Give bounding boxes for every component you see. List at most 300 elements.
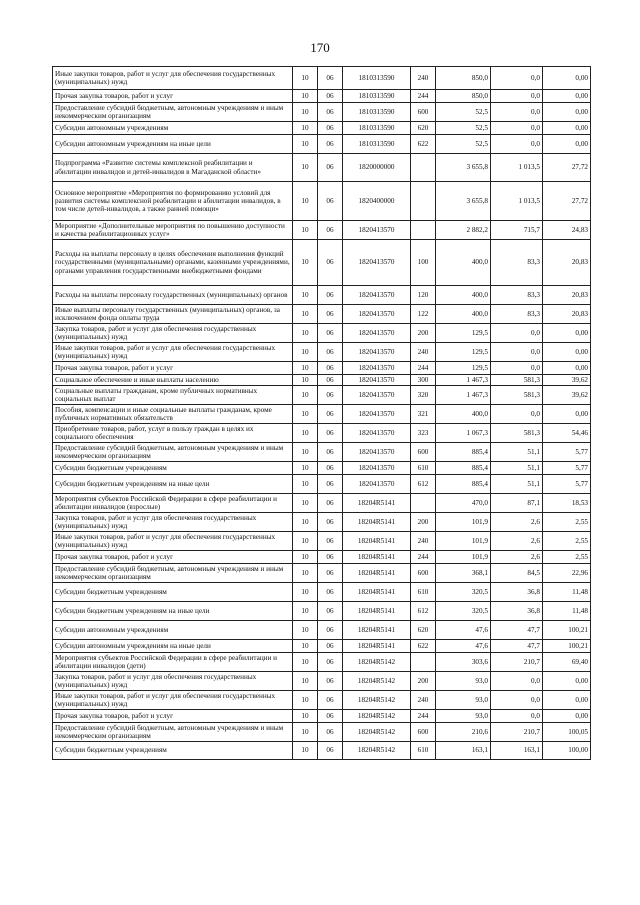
cell-name: Приобретение товаров, работ, услуг в пользу граждан в целях их социального обеспечения bbox=[53, 424, 293, 443]
cell-fact: 2,6 bbox=[491, 532, 543, 551]
cell-plan: 303,6 bbox=[436, 653, 491, 672]
cell-vr: 200 bbox=[411, 324, 436, 343]
cell-pct: 5,77 bbox=[543, 475, 591, 494]
cell-name: Субсидии бюджетным учреждениям bbox=[53, 583, 293, 602]
cell-pr: 06 bbox=[318, 424, 343, 443]
cell-name: Иные закупки товаров, работ и услуг для обеспечения государственных (муниципальных) нужд bbox=[53, 343, 293, 362]
cell-fact: 51,1 bbox=[491, 475, 543, 494]
cell-csr: 1810313590 bbox=[343, 122, 411, 135]
cell-name: Субсидии бюджетным учреждениям bbox=[53, 462, 293, 475]
table-row bbox=[53, 240, 591, 286]
cell-name: Иные закупки товаров, работ и услуг для обеспечения государственных (муниципальных) нужд bbox=[53, 532, 293, 551]
cell-name: Расходы на выплаты персоналу в целях обеспечения выполнения функций государственными (муниципальными) органами, казенными учреждениями, органами управления государственными внебюджетными фондами bbox=[53, 240, 293, 286]
cell-plan: 400,0 bbox=[436, 240, 491, 286]
cell-pct: 2,55 bbox=[543, 532, 591, 551]
cell-vr: 620 bbox=[411, 621, 436, 640]
cell-fact: 0,0 bbox=[491, 691, 543, 710]
cell-plan: 885,4 bbox=[436, 475, 491, 494]
cell-vr: 600 bbox=[411, 443, 436, 462]
table-row bbox=[53, 122, 591, 135]
cell-rz: 10 bbox=[293, 103, 318, 122]
cell-vr: 240 bbox=[411, 691, 436, 710]
cell-plan: 320,5 bbox=[436, 583, 491, 602]
cell-pct: 0,00 bbox=[543, 103, 591, 122]
cell-pr: 06 bbox=[318, 305, 343, 324]
cell-rz: 10 bbox=[293, 424, 318, 443]
cell-pr: 06 bbox=[318, 405, 343, 424]
cell-pr: 06 bbox=[318, 653, 343, 672]
cell-name: Субсидии автономным учреждениям на иные цели bbox=[53, 640, 293, 653]
cell-vr: 240 bbox=[411, 532, 436, 551]
cell-rz: 10 bbox=[293, 475, 318, 494]
cell-csr: 1820413570 bbox=[343, 221, 411, 240]
table-row bbox=[53, 742, 591, 760]
cell-rz: 10 bbox=[293, 672, 318, 691]
cell-csr: 1820413570 bbox=[343, 305, 411, 324]
cell-pct: 20,83 bbox=[543, 286, 591, 305]
cell-fact: 51,1 bbox=[491, 443, 543, 462]
table-row bbox=[53, 286, 591, 305]
cell-name: Мероприятие «Дополнительные мероприятия по повышению доступности и качества реабилитационных услуг» bbox=[53, 221, 293, 240]
cell-pct: 0,00 bbox=[543, 67, 591, 90]
cell-plan: 52,5 bbox=[436, 103, 491, 122]
cell-plan: 93,0 bbox=[436, 691, 491, 710]
cell-pct: 0,00 bbox=[543, 135, 591, 154]
cell-vr: 244 bbox=[411, 362, 436, 375]
cell-csr: 1820413570 bbox=[343, 462, 411, 475]
cell-rz: 10 bbox=[293, 122, 318, 135]
cell-csr: 1820413570 bbox=[343, 286, 411, 305]
cell-plan: 1 467,3 bbox=[436, 386, 491, 405]
cell-rz: 10 bbox=[293, 386, 318, 405]
cell-pct: 0,00 bbox=[543, 710, 591, 723]
cell-pct: 0,00 bbox=[543, 122, 591, 135]
cell-vr bbox=[411, 494, 436, 513]
cell-plan: 850,0 bbox=[436, 67, 491, 90]
cell-plan: 101,9 bbox=[436, 532, 491, 551]
cell-vr: 120 bbox=[411, 286, 436, 305]
table-row bbox=[53, 532, 591, 551]
cell-rz: 10 bbox=[293, 135, 318, 154]
cell-csr: 1820400000 bbox=[343, 182, 411, 221]
cell-rz: 10 bbox=[293, 513, 318, 532]
cell-fact: 0,0 bbox=[491, 362, 543, 375]
cell-fact: 47,7 bbox=[491, 621, 543, 640]
cell-csr: 1820413570 bbox=[343, 405, 411, 424]
cell-pr: 06 bbox=[318, 135, 343, 154]
cell-fact: 0,0 bbox=[491, 90, 543, 103]
cell-fact: 36,8 bbox=[491, 602, 543, 621]
cell-vr: 300 bbox=[411, 375, 436, 386]
cell-csr: 18204R5141 bbox=[343, 551, 411, 564]
table-body bbox=[53, 67, 591, 760]
cell-csr: 18204R5141 bbox=[343, 621, 411, 640]
cell-rz: 10 bbox=[293, 551, 318, 564]
cell-pct: 11,48 bbox=[543, 583, 591, 602]
cell-plan: 1 067,3 bbox=[436, 424, 491, 443]
cell-rz: 10 bbox=[293, 286, 318, 305]
cell-rz: 10 bbox=[293, 653, 318, 672]
cell-vr: 244 bbox=[411, 551, 436, 564]
table-row bbox=[53, 710, 591, 723]
cell-rz: 10 bbox=[293, 154, 318, 182]
cell-name: Пособия, компенсации и иные социальные выплаты гражданам, кроме публичных нормативных обязательств bbox=[53, 405, 293, 424]
cell-pct: 0,00 bbox=[543, 362, 591, 375]
table-row bbox=[53, 67, 591, 90]
cell-name: Прочая закупка товаров, работ и услуг bbox=[53, 90, 293, 103]
cell-csr: 1810313590 bbox=[343, 90, 411, 103]
cell-fact: 83,3 bbox=[491, 240, 543, 286]
cell-pr: 06 bbox=[318, 154, 343, 182]
cell-vr: 100 bbox=[411, 240, 436, 286]
cell-name: Иные закупки товаров, работ и услуг для обеспечения государственных (муниципальных) нужд bbox=[53, 67, 293, 90]
cell-pr: 06 bbox=[318, 494, 343, 513]
cell-csr: 1810313590 bbox=[343, 135, 411, 154]
cell-name: Прочая закупка товаров, работ и услуг bbox=[53, 362, 293, 375]
cell-vr: 244 bbox=[411, 90, 436, 103]
cell-csr: 1810313590 bbox=[343, 67, 411, 90]
cell-plan: 52,5 bbox=[436, 135, 491, 154]
cell-rz: 10 bbox=[293, 691, 318, 710]
cell-name: Субсидии бюджетным учреждениям на иные цели bbox=[53, 475, 293, 494]
cell-plan: 850,0 bbox=[436, 90, 491, 103]
table-row bbox=[53, 182, 591, 221]
cell-rz: 10 bbox=[293, 710, 318, 723]
cell-plan: 400,0 bbox=[436, 286, 491, 305]
cell-csr: 18204R5141 bbox=[343, 564, 411, 583]
cell-csr: 1820413570 bbox=[343, 475, 411, 494]
cell-pct: 39,62 bbox=[543, 375, 591, 386]
cell-vr: 612 bbox=[411, 475, 436, 494]
table-row bbox=[53, 305, 591, 324]
table-row bbox=[53, 343, 591, 362]
cell-plan: 368,1 bbox=[436, 564, 491, 583]
cell-name: Прочая закупка товаров, работ и услуг bbox=[53, 710, 293, 723]
cell-pct: 0,00 bbox=[543, 90, 591, 103]
cell-csr: 18204R5141 bbox=[343, 513, 411, 532]
cell-pr: 06 bbox=[318, 551, 343, 564]
cell-csr: 18204R5141 bbox=[343, 532, 411, 551]
cell-rz: 10 bbox=[293, 240, 318, 286]
table-row bbox=[53, 640, 591, 653]
cell-pct: 100,21 bbox=[543, 621, 591, 640]
cell-pr: 06 bbox=[318, 343, 343, 362]
cell-pr: 06 bbox=[318, 564, 343, 583]
cell-csr: 18204R5142 bbox=[343, 742, 411, 760]
cell-csr: 1820413570 bbox=[343, 375, 411, 386]
cell-pct: 11,48 bbox=[543, 602, 591, 621]
table-row bbox=[53, 672, 591, 691]
table-row bbox=[53, 386, 591, 405]
cell-csr: 18204R5142 bbox=[343, 723, 411, 742]
cell-pct: 0,00 bbox=[543, 405, 591, 424]
cell-rz: 10 bbox=[293, 723, 318, 742]
cell-rz: 10 bbox=[293, 602, 318, 621]
cell-rz: 10 bbox=[293, 742, 318, 760]
cell-pct: 69,40 bbox=[543, 653, 591, 672]
cell-csr: 18204R5141 bbox=[343, 640, 411, 653]
cell-fact: 47,7 bbox=[491, 640, 543, 653]
cell-fact: 83,3 bbox=[491, 305, 543, 324]
cell-name: Закупка товаров, работ и услуг для обеспечения государственных (муниципальных) нужд bbox=[53, 513, 293, 532]
cell-fact: 1 013,5 bbox=[491, 182, 543, 221]
cell-fact: 0,0 bbox=[491, 103, 543, 122]
cell-pr: 06 bbox=[318, 742, 343, 760]
cell-pr: 06 bbox=[318, 532, 343, 551]
cell-pct: 100,21 bbox=[543, 640, 591, 653]
cell-pct: 0,00 bbox=[543, 691, 591, 710]
cell-pr: 06 bbox=[318, 723, 343, 742]
table-row bbox=[53, 103, 591, 122]
cell-plan: 210,6 bbox=[436, 723, 491, 742]
cell-vr: 122 bbox=[411, 305, 436, 324]
table-row bbox=[53, 583, 591, 602]
cell-plan: 47,6 bbox=[436, 640, 491, 653]
cell-plan: 470,0 bbox=[436, 494, 491, 513]
cell-rz: 10 bbox=[293, 182, 318, 221]
cell-plan: 320,5 bbox=[436, 602, 491, 621]
cell-fact: 84,5 bbox=[491, 564, 543, 583]
cell-plan: 129,5 bbox=[436, 362, 491, 375]
cell-plan: 52,5 bbox=[436, 122, 491, 135]
cell-rz: 10 bbox=[293, 305, 318, 324]
table-row bbox=[53, 405, 591, 424]
cell-csr: 1820413570 bbox=[343, 386, 411, 405]
cell-fact: 0,0 bbox=[491, 122, 543, 135]
cell-pr: 06 bbox=[318, 691, 343, 710]
cell-plan: 3 655,8 bbox=[436, 182, 491, 221]
cell-vr: 620 bbox=[411, 122, 436, 135]
cell-name: Мероприятия субъектов Российской Федерации в сфере реабилитации и абилитации инвалидов (взрослые) bbox=[53, 494, 293, 513]
cell-pct: 2,55 bbox=[543, 551, 591, 564]
cell-pr: 06 bbox=[318, 621, 343, 640]
cell-rz: 10 bbox=[293, 621, 318, 640]
cell-fact: 581,3 bbox=[491, 424, 543, 443]
cell-csr: 18204R5142 bbox=[343, 710, 411, 723]
cell-pct: 24,83 bbox=[543, 221, 591, 240]
table-row bbox=[53, 324, 591, 343]
cell-pr: 06 bbox=[318, 513, 343, 532]
cell-name: Прочая закупка товаров, работ и услуг bbox=[53, 551, 293, 564]
table-row bbox=[53, 602, 591, 621]
cell-pr: 06 bbox=[318, 90, 343, 103]
cell-name: Субсидии автономным учреждениям на иные цели bbox=[53, 135, 293, 154]
cell-rz: 10 bbox=[293, 324, 318, 343]
table-row bbox=[53, 443, 591, 462]
cell-pct: 20,83 bbox=[543, 240, 591, 286]
cell-name: Иные закупки товаров, работ и услуг для обеспечения государственных (муниципальных) нужд bbox=[53, 691, 293, 710]
table-row bbox=[53, 375, 591, 386]
table-row bbox=[53, 90, 591, 103]
cell-fact: 163,1 bbox=[491, 742, 543, 760]
cell-pr: 06 bbox=[318, 324, 343, 343]
cell-rz: 10 bbox=[293, 375, 318, 386]
table-row bbox=[53, 135, 591, 154]
cell-rz: 10 bbox=[293, 67, 318, 90]
cell-pr: 06 bbox=[318, 182, 343, 221]
cell-pr: 06 bbox=[318, 67, 343, 90]
cell-name: Предоставление субсидий бюджетным, автономным учреждениям и иным некоммерческим организациям bbox=[53, 564, 293, 583]
cell-name: Подпрограмма «Развитие системы комплексной реабилитации и абилитации инвалидов и детей-инвалидов в Магаданской области» bbox=[53, 154, 293, 182]
table-row bbox=[53, 653, 591, 672]
cell-pr: 06 bbox=[318, 640, 343, 653]
cell-pct: 27,72 bbox=[543, 182, 591, 221]
cell-plan: 400,0 bbox=[436, 305, 491, 324]
cell-vr: 612 bbox=[411, 602, 436, 621]
cell-fact: 581,3 bbox=[491, 375, 543, 386]
cell-pct: 0,00 bbox=[543, 672, 591, 691]
cell-name: Мероприятия субъектов Российской Федерации в сфере реабилитации и абилитации инвалидов (дети) bbox=[53, 653, 293, 672]
cell-rz: 10 bbox=[293, 564, 318, 583]
cell-vr bbox=[411, 653, 436, 672]
cell-rz: 10 bbox=[293, 343, 318, 362]
budget-table bbox=[52, 66, 591, 760]
cell-pr: 06 bbox=[318, 462, 343, 475]
cell-csr: 18204R5141 bbox=[343, 583, 411, 602]
cell-csr: 1810313590 bbox=[343, 103, 411, 122]
cell-vr: 323 bbox=[411, 424, 436, 443]
cell-plan: 163,1 bbox=[436, 742, 491, 760]
cell-plan: 1 467,3 bbox=[436, 375, 491, 386]
cell-name: Предоставление субсидий бюджетным, автономным учреждениям и иным некоммерческим организациям bbox=[53, 103, 293, 122]
cell-rz: 10 bbox=[293, 362, 318, 375]
cell-fact: 36,8 bbox=[491, 583, 543, 602]
cell-pct: 100,00 bbox=[543, 742, 591, 760]
cell-name: Закупка товаров, работ и услуг для обеспечения государственных (муниципальных) нужд bbox=[53, 672, 293, 691]
cell-rz: 10 bbox=[293, 583, 318, 602]
cell-fact: 0,0 bbox=[491, 405, 543, 424]
cell-csr: 1820000000 bbox=[343, 154, 411, 182]
cell-name: Расходы на выплаты персоналу государственных (муниципальных) органов bbox=[53, 286, 293, 305]
cell-vr: 320 bbox=[411, 386, 436, 405]
cell-pct: 5,77 bbox=[543, 462, 591, 475]
table-row bbox=[53, 621, 591, 640]
cell-plan: 885,4 bbox=[436, 462, 491, 475]
cell-vr: 600 bbox=[411, 723, 436, 742]
cell-csr: 1820413570 bbox=[343, 240, 411, 286]
cell-vr: 600 bbox=[411, 564, 436, 583]
cell-fact: 51,1 bbox=[491, 462, 543, 475]
cell-pct: 0,00 bbox=[543, 343, 591, 362]
cell-vr bbox=[411, 221, 436, 240]
table-row bbox=[53, 362, 591, 375]
cell-fact: 83,3 bbox=[491, 286, 543, 305]
cell-rz: 10 bbox=[293, 443, 318, 462]
cell-fact: 2,6 bbox=[491, 551, 543, 564]
cell-rz: 10 bbox=[293, 221, 318, 240]
cell-name: Предоставление субсидий бюджетным, автономным учреждениям и иным некоммерческим организациям bbox=[53, 443, 293, 462]
cell-csr: 18204R5142 bbox=[343, 653, 411, 672]
cell-pct: 22,96 bbox=[543, 564, 591, 583]
cell-vr: 200 bbox=[411, 672, 436, 691]
table-row bbox=[53, 564, 591, 583]
cell-fact: 0,0 bbox=[491, 710, 543, 723]
cell-pr: 06 bbox=[318, 475, 343, 494]
cell-vr bbox=[411, 154, 436, 182]
table-row bbox=[53, 513, 591, 532]
page-number: 170 bbox=[310, 40, 330, 55]
cell-plan: 885,4 bbox=[436, 443, 491, 462]
cell-pr: 06 bbox=[318, 103, 343, 122]
cell-pct: 20,83 bbox=[543, 305, 591, 324]
cell-rz: 10 bbox=[293, 405, 318, 424]
cell-fact: 0,0 bbox=[491, 135, 543, 154]
cell-plan: 129,5 bbox=[436, 324, 491, 343]
cell-vr: 610 bbox=[411, 583, 436, 602]
cell-plan: 101,9 bbox=[436, 513, 491, 532]
cell-fact: 87,1 bbox=[491, 494, 543, 513]
cell-vr: 600 bbox=[411, 103, 436, 122]
cell-vr: 200 bbox=[411, 513, 436, 532]
cell-name: Предоставление субсидий бюджетным, автономным учреждениям и иным некоммерческим организациям bbox=[53, 723, 293, 742]
cell-name: Иные выплаты персоналу государственных (муниципальных) органов, за исключением фонда оплаты труда bbox=[53, 305, 293, 324]
cell-name: Социальное обеспечение и иные выплаты населению bbox=[53, 375, 293, 386]
table-row bbox=[53, 723, 591, 742]
cell-name: Субсидии автономным учреждениям bbox=[53, 122, 293, 135]
cell-fact: 0,0 bbox=[491, 672, 543, 691]
table-row bbox=[53, 221, 591, 240]
cell-csr: 18204R5142 bbox=[343, 691, 411, 710]
cell-csr: 1820413570 bbox=[343, 362, 411, 375]
cell-plan: 101,9 bbox=[436, 551, 491, 564]
cell-name: Субсидии автономным учреждениям bbox=[53, 621, 293, 640]
cell-fact: 0,0 bbox=[491, 343, 543, 362]
cell-fact: 210,7 bbox=[491, 723, 543, 742]
cell-vr: 622 bbox=[411, 135, 436, 154]
cell-plan: 2 882,2 bbox=[436, 221, 491, 240]
table-row bbox=[53, 154, 591, 182]
cell-pr: 06 bbox=[318, 240, 343, 286]
cell-fact: 0,0 bbox=[491, 324, 543, 343]
cell-csr: 1820413570 bbox=[343, 424, 411, 443]
cell-name: Основное мероприятие «Мероприятия по формированию условий для развития системы комплексной реабилитации и абилитации инвалидов, в том числе детей-инвалидов, а также ранней помощи» bbox=[53, 182, 293, 221]
cell-csr: 1820413570 bbox=[343, 443, 411, 462]
cell-pr: 06 bbox=[318, 122, 343, 135]
cell-pr: 06 bbox=[318, 221, 343, 240]
cell-vr: 321 bbox=[411, 405, 436, 424]
cell-rz: 10 bbox=[293, 494, 318, 513]
cell-fact: 715,7 bbox=[491, 221, 543, 240]
cell-pct: 27,72 bbox=[543, 154, 591, 182]
cell-name: Социальные выплаты гражданам, кроме публичных нормативных социальных выплат bbox=[53, 386, 293, 405]
cell-csr: 18204R5142 bbox=[343, 672, 411, 691]
cell-name: Субсидии бюджетным учреждениям bbox=[53, 742, 293, 760]
cell-pct: 54,46 bbox=[543, 424, 591, 443]
cell-pr: 06 bbox=[318, 386, 343, 405]
cell-pct: 39,62 bbox=[543, 386, 591, 405]
cell-pct: 18,53 bbox=[543, 494, 591, 513]
cell-plan: 93,0 bbox=[436, 672, 491, 691]
cell-vr: 610 bbox=[411, 462, 436, 475]
cell-pct: 100,05 bbox=[543, 723, 591, 742]
cell-csr: 18204R5141 bbox=[343, 494, 411, 513]
cell-pr: 06 bbox=[318, 583, 343, 602]
cell-fact: 0,0 bbox=[491, 67, 543, 90]
cell-vr: 240 bbox=[411, 67, 436, 90]
cell-pct: 5,77 bbox=[543, 443, 591, 462]
cell-plan: 3 655,8 bbox=[436, 154, 491, 182]
table-row bbox=[53, 691, 591, 710]
cell-vr: 610 bbox=[411, 742, 436, 760]
cell-plan: 93,0 bbox=[436, 710, 491, 723]
table-row bbox=[53, 494, 591, 513]
cell-vr: 244 bbox=[411, 710, 436, 723]
cell-pr: 06 bbox=[318, 710, 343, 723]
cell-pr: 06 bbox=[318, 286, 343, 305]
cell-rz: 10 bbox=[293, 90, 318, 103]
cell-rz: 10 bbox=[293, 532, 318, 551]
table-row bbox=[53, 424, 591, 443]
